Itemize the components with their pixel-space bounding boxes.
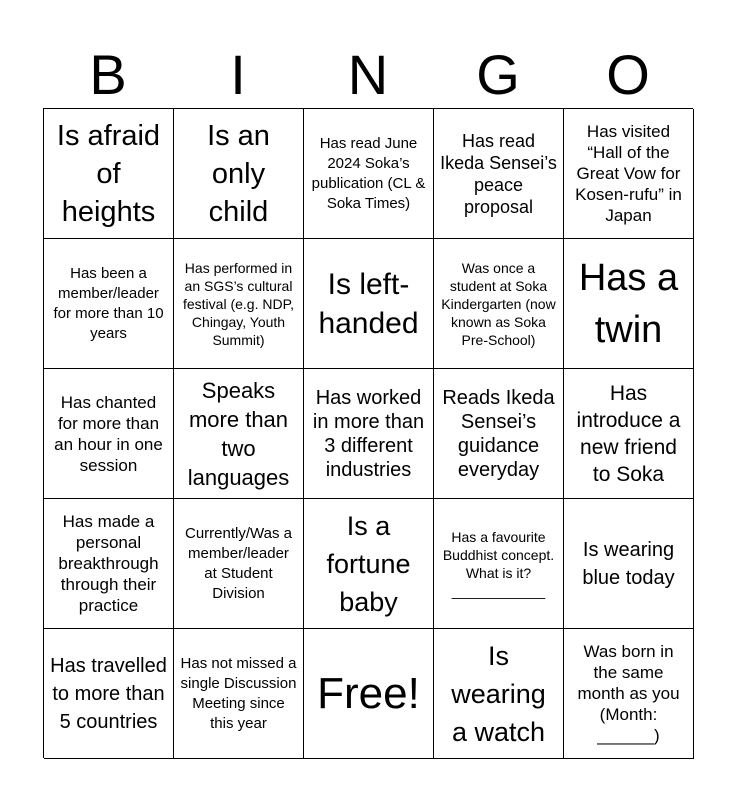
bingo-cell[interactable]	[434, 369, 564, 499]
cell-text: Has been a member/leader for more than 10 years	[53, 264, 164, 342]
bingo-cell[interactable]	[44, 499, 174, 629]
cell-text: Has performed in an SGS’s cultural festival (e.g. NDP, Chingay, Youth Summit)	[182, 259, 294, 348]
bingo-grid	[43, 108, 693, 758]
header-letter-o: O	[606, 43, 650, 106]
cell-text: Has made a personal breakthrough through their practice	[58, 512, 159, 615]
bingo-cell[interactable]	[174, 629, 304, 759]
bingo-cell[interactable]	[434, 499, 564, 629]
cell-text: Has read Ikeda Sensei’s peace proposal	[440, 130, 557, 217]
cell-text: Has a twin	[578, 256, 679, 351]
cell-text: Has a favourite Buddhist concept. What is it? ____________	[442, 528, 555, 599]
cell-text: Reads Ikeda Sensei’s guidance everyday	[442, 386, 555, 481]
bingo-cell[interactable]	[44, 239, 174, 369]
cell-text: Is a fortune baby	[326, 510, 411, 617]
free-space-text: Free!	[317, 668, 420, 718]
bingo-cell[interactable]	[174, 369, 304, 499]
header-letter-i: I	[230, 43, 246, 106]
bingo-cell[interactable]	[564, 499, 694, 629]
header-letter-n: N	[347, 43, 389, 106]
bingo-cell[interactable]	[434, 109, 564, 239]
cell-text: Is wearing a watch	[451, 640, 546, 747]
bingo-cell[interactable]	[564, 109, 694, 239]
cell-text: Has introduce a new friend to Soka	[576, 381, 681, 486]
bingo-cell[interactable]	[434, 239, 564, 369]
cell-text: Has read June 2024 Soka’s publication (CL & Soka Times)	[311, 134, 426, 212]
bingo-cell[interactable]	[564, 369, 694, 499]
header-letter-b: B	[89, 43, 127, 106]
bingo-cell[interactable]	[304, 239, 434, 369]
cell-text: Was once a student at Soka Kindergarten (now known as Soka Pre-School)	[441, 259, 556, 348]
cell-text: Has travelled to more than 5 countries	[50, 654, 167, 733]
cell-text: Was born in the same month as you (Month: ______)	[577, 642, 680, 745]
cell-text: Is afraid of heights	[56, 119, 161, 228]
cell-text: Has worked in more than 3 different industries	[312, 386, 425, 481]
cell-text: Is an only child	[207, 119, 270, 228]
bingo-cell[interactable]	[44, 109, 174, 239]
bingo-cell[interactable]	[564, 239, 694, 369]
bingo-cell[interactable]	[304, 369, 434, 499]
cell-text: Has not missed a single Discussion Meeting since this year	[180, 654, 297, 732]
header-letter-g: G	[476, 43, 520, 106]
cell-text: Has visited “Hall of the Great Vow for Kosen-rufu” in Japan	[575, 122, 682, 225]
bingo-cell[interactable]	[44, 369, 174, 499]
cell-text: Is wearing blue today	[582, 538, 675, 589]
bingo-cell[interactable]	[434, 629, 564, 759]
bingo-header	[43, 40, 693, 110]
cell-text: Speaks more than two languages	[187, 377, 290, 490]
cell-text: Has chanted for more than an hour in one session	[54, 392, 163, 475]
bingo-cell[interactable]	[304, 109, 434, 239]
free-space-cell[interactable]	[304, 629, 434, 759]
cell-text: Is left-handed	[318, 267, 419, 340]
bingo-cell[interactable]	[44, 629, 174, 759]
bingo-cell[interactable]	[304, 499, 434, 629]
cell-text: Currently/Was a member/leader at Student Division	[185, 524, 292, 602]
bingo-cell[interactable]	[564, 629, 694, 759]
bingo-cell[interactable]	[174, 499, 304, 629]
bingo-cell[interactable]	[174, 239, 304, 369]
bingo-cell[interactable]	[174, 109, 304, 239]
